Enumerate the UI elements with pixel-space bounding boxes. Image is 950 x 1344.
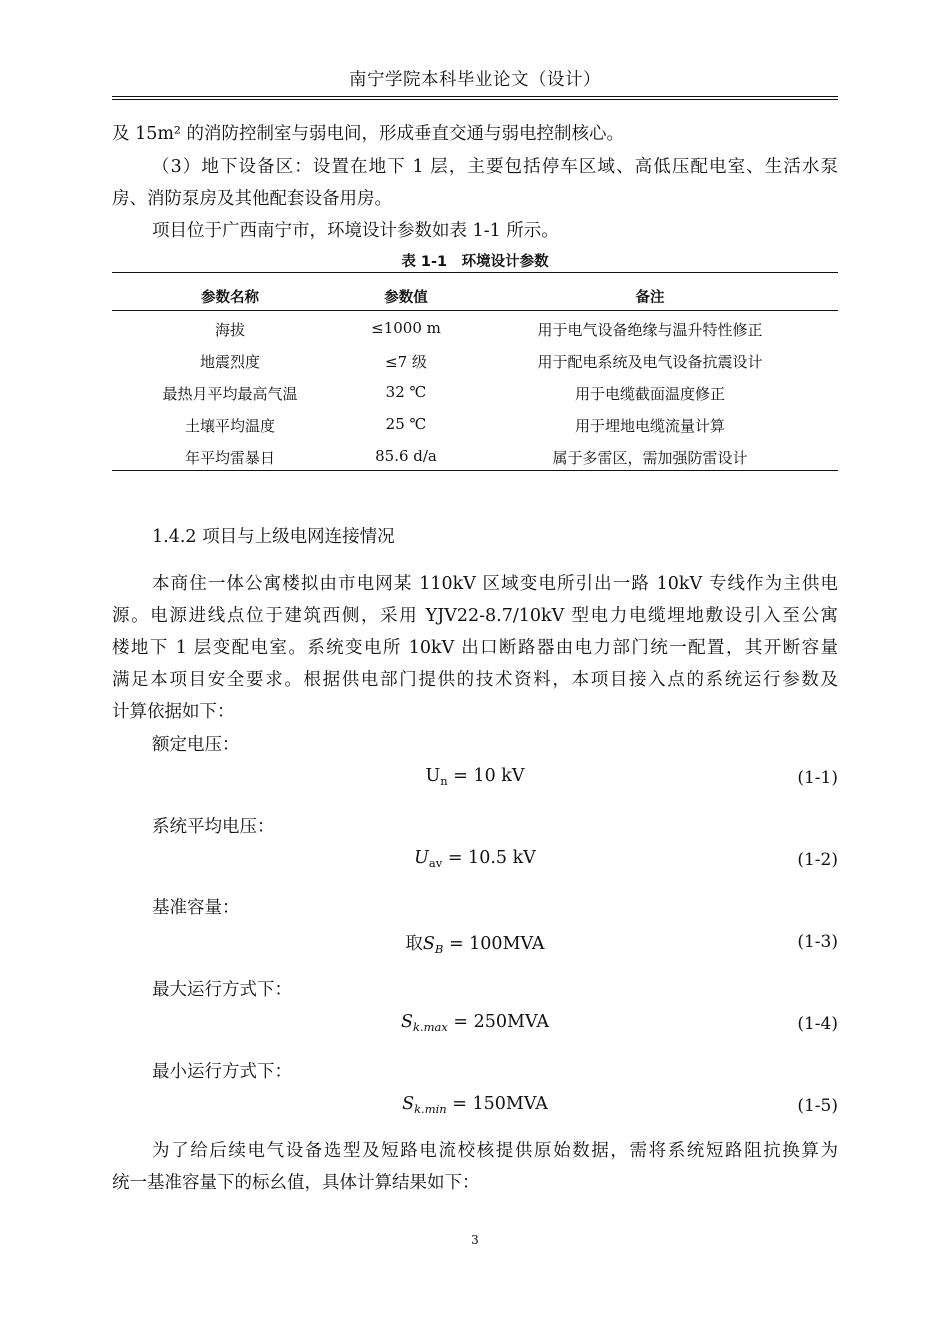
table-cell: 32 ℃: [385, 383, 427, 401]
equation-label: 最大运行方式下：: [152, 980, 292, 1000]
equation-prefix: 取: [405, 934, 423, 954]
equation-label: 基准容量：: [152, 898, 240, 918]
table-cell: 土壤平均温度: [184, 417, 275, 435]
equation-number: (1-2): [797, 850, 838, 870]
equation-rhs: = 150MVA: [446, 1094, 548, 1114]
equation-number: (1-1): [797, 768, 838, 788]
equation-symbol: S: [400, 1012, 413, 1032]
table-cell: ≤1000 m: [371, 319, 441, 337]
table-cell: 用于埋地电缆流量计算: [574, 417, 725, 435]
equation-symbol: S: [402, 1094, 415, 1114]
table-cell: 最热月平均最高气温: [162, 385, 298, 403]
header-rule-thin: [112, 99, 838, 100]
table-cell: 25 ℃: [385, 415, 427, 433]
page-number: 3: [471, 1233, 479, 1247]
equation-symbol: U: [425, 766, 441, 786]
table-cell: 年平均雷暴日: [184, 449, 275, 467]
section-heading: 1.4.2 项目与上级电网连接情况: [152, 527, 395, 547]
paragraph-line: 满足本项目安全要求。根据供电部门提供的技术资料，本项目接入点的系统运行参数及: [112, 670, 838, 690]
equation-number: (1-3): [797, 932, 838, 952]
paragraph-line: 统一基准容量下的标幺值，具体计算结果如下：: [112, 1173, 480, 1193]
equation-rhs: = 10.5 kV: [442, 848, 536, 868]
page-header: 南宁学院本科毕业论文（设计）: [349, 70, 601, 90]
equation: [300, 766, 650, 788]
table-header-cell: 参数值: [384, 290, 428, 306]
table-cell: 用于电缆截面温度修正: [574, 385, 725, 403]
table-header-rule: [112, 310, 838, 311]
table-cell: 用于配电系统及电气设备抗震设计: [537, 353, 763, 371]
equation-symbol: U: [414, 848, 429, 868]
paragraph-line: （3）地下设备区：设置在地下 1 层，主要包括停车区域、高低压配电室、生活水泵: [152, 157, 838, 177]
table-bottom-rule: [112, 470, 838, 471]
paragraph-line: 本商住一体公寓楼拟由市电网某 110kV 区域变电所引出一路 10kV 专线作为主供电: [152, 574, 838, 594]
paragraph-line: 房、消防泵房及其他配套设备用房。: [112, 189, 392, 209]
equation: [300, 1094, 650, 1116]
equation: [300, 1012, 650, 1034]
equation-subscript: k.min: [414, 1102, 447, 1116]
table-cell: 用于电气设备绝缘与温升特性修正: [537, 321, 763, 339]
equation-label: 最小运行方式下：: [152, 1062, 292, 1082]
equation-symbol: S: [422, 934, 435, 954]
equation: [300, 930, 650, 956]
table-header-cell: 备注: [635, 290, 665, 306]
equation-subscript: k.max: [412, 1020, 448, 1034]
equation-rhs: = 250MVA: [447, 1012, 550, 1032]
header-rule: [112, 96, 838, 97]
table-header-cell: 参数名称: [201, 290, 259, 306]
paragraph-line: 为了给后续电气设备选型及短路电流校核提供原始数据，需将系统短路阻抗换算为: [152, 1141, 838, 1161]
table-cell: 85.6 d/a: [375, 447, 437, 465]
table-top-rule: [112, 272, 838, 273]
table-cell: 属于多雷区，需加强防雷设计: [552, 449, 748, 467]
equation-number: (1-4): [797, 1014, 838, 1034]
table-cell: 地震烈度: [199, 353, 260, 371]
equation-label: 额定电压：: [152, 735, 240, 755]
paragraph-line: 源。电源进线点位于建筑西侧，采用 YJV22-8.7/10kV 型电力电缆埋地敷设引入至公寓: [112, 606, 838, 626]
paragraph-line: 计算依据如下：: [112, 702, 235, 722]
table-caption: 表 1-1 环境设计参数: [401, 254, 549, 270]
paragraph-line: 项目位于广西南宁市，环境设计参数如表 1-1 所示。: [152, 221, 559, 241]
equation-label: 系统平均电压：: [152, 817, 275, 837]
table-cell: 海拔: [214, 321, 245, 339]
equation-rhs: = 10 kV: [447, 766, 525, 786]
paragraph-line: 及 15m² 的消防控制室与弱电间，形成垂直交通与弱电控制核心。: [112, 124, 625, 144]
equation-subscript: av: [428, 856, 443, 870]
equation-rhs: = 100MVA: [443, 934, 545, 954]
equation-subscript: n: [440, 774, 448, 788]
equation-subscript: B: [434, 942, 444, 956]
table-cell: ≤7 级: [385, 353, 427, 371]
equation: [300, 848, 650, 870]
equation-number: (1-5): [797, 1096, 838, 1116]
paragraph-line: 楼地下 1 层变配电室。系统变电所 10kV 出口断路器由电力部门统一配置，其开断容量: [112, 638, 838, 658]
